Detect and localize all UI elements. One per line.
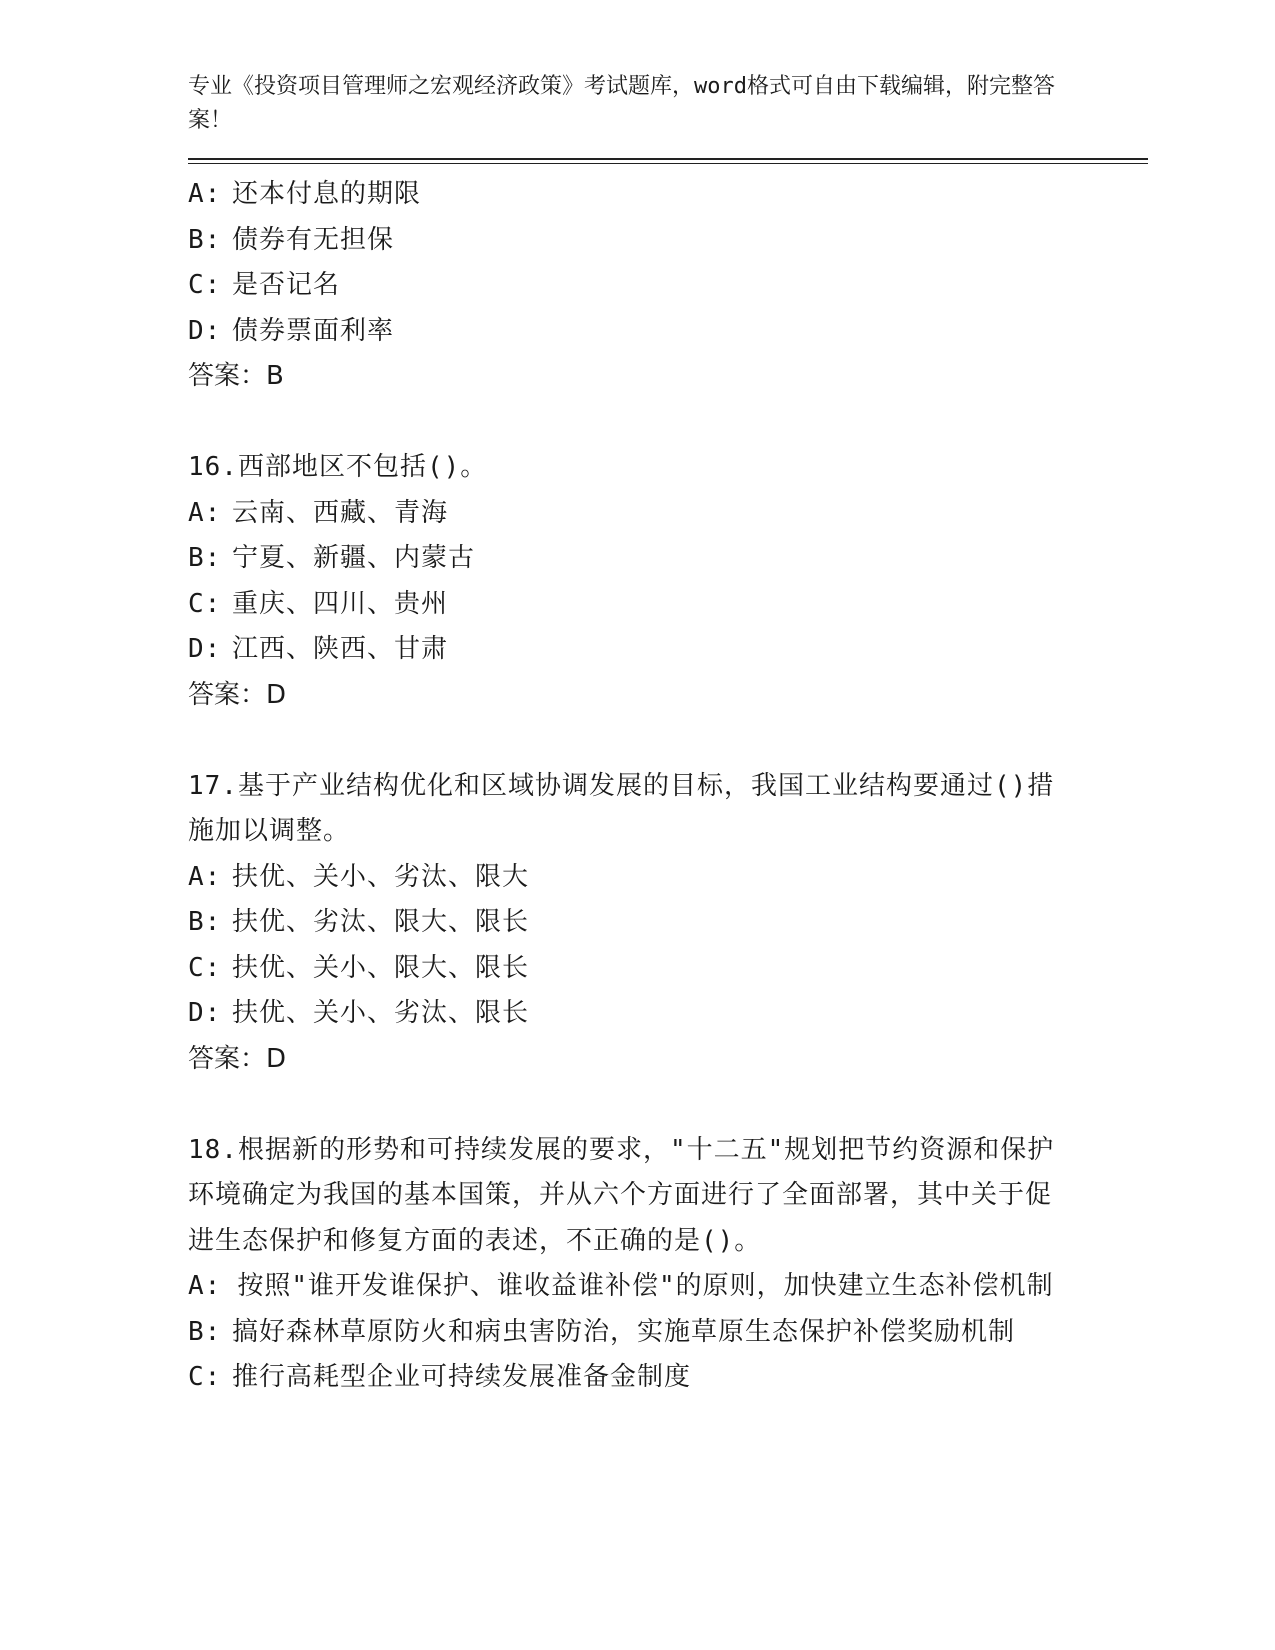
option-a — [188, 172, 1148, 218]
option-text: 宁夏、新疆、内蒙古 — [232, 543, 476, 573]
option-b — [188, 536, 1148, 582]
option-label: B: — [188, 907, 222, 937]
option-text: 推行高耗型企业可持续发展准备金制度 — [232, 1362, 692, 1392]
option-text: 搞好森林草原防火和病虫害防治，实施草原生态保护补偿奖励机制 — [232, 1316, 1016, 1347]
question-stem: 16.西部地区不包括()。 — [188, 452, 488, 482]
option-label: B: — [188, 543, 222, 573]
answer: 答案：B — [188, 361, 284, 391]
option-text: 扶优、关小、劣汰、限长 — [232, 998, 530, 1028]
option-label: A: — [188, 861, 222, 892]
question-15 — [188, 172, 1148, 400]
answer: 答案：D — [188, 1043, 287, 1074]
option-text: 江西、陕西、甘肃 — [232, 634, 449, 664]
option-label: C: — [188, 952, 222, 983]
option-label: D: — [188, 315, 222, 346]
question-17 — [188, 764, 1148, 1083]
option-label: A: — [188, 497, 222, 528]
header-divider — [188, 158, 1148, 164]
option-label: C: — [188, 270, 222, 300]
option-label: B: — [188, 1316, 222, 1347]
option-text: 还本付息的期限 — [232, 179, 422, 209]
option-a — [188, 855, 1148, 901]
spacer — [188, 400, 1148, 446]
option-c — [188, 946, 1148, 992]
option-d — [188, 627, 1148, 673]
option-text: 云南、西藏、青海 — [232, 497, 449, 528]
option-c — [188, 263, 1148, 309]
option-label: D: — [188, 634, 222, 664]
option-label: A: — [188, 179, 222, 209]
question-18 — [188, 1128, 1148, 1401]
document-header: 专业《投资项目管理师之宏观经济政策》考试题库，word格式可自由下载编辑，附完整答案！ — [188, 74, 1055, 133]
option-c — [188, 582, 1148, 628]
option-text: 按照"谁开发谁保护、谁收益谁补偿"的原则，加快建立生态补偿机制 — [237, 1271, 1054, 1301]
question-stem: 17.基于产业结构优化和区域协调发展的目标，我国工业结构要通过()措施加以调整。 — [188, 770, 1055, 846]
option-a — [188, 491, 1148, 537]
option-b — [188, 218, 1148, 264]
option-label: A: — [188, 1271, 222, 1301]
option-a — [188, 1264, 1068, 1310]
option-d — [188, 309, 1148, 355]
option-label: D: — [188, 998, 222, 1028]
spacer — [188, 718, 1148, 764]
question-16 — [188, 445, 1148, 718]
option-b — [188, 1310, 1148, 1356]
option-text: 是否记名 — [232, 270, 341, 300]
option-d — [188, 991, 1148, 1037]
option-label: B: — [188, 224, 222, 255]
answer: 答案：D — [188, 679, 287, 710]
option-text: 债券有无担保 — [232, 224, 395, 255]
option-text: 债券票面利率 — [232, 315, 395, 346]
option-label: C: — [188, 1362, 222, 1392]
question-stem: 18.根据新的形势和可持续发展的要求，"十二五"规划把节约资源和保护环境确定为我国的基本国策，并从六个方面进行了全面部署，其中关于促进生态保护和修复方面的表述，不正确的是()。 — [188, 1134, 1055, 1256]
option-text: 扶优、劣汰、限大、限长 — [232, 907, 530, 937]
document-page — [188, 70, 1148, 1401]
option-b — [188, 900, 1148, 946]
option-text: 扶优、关小、劣汰、限大 — [232, 861, 530, 892]
spacer — [188, 1082, 1148, 1128]
option-text: 扶优、关小、限大、限长 — [232, 952, 530, 983]
option-label: C: — [188, 588, 222, 619]
option-c — [188, 1355, 1148, 1401]
option-text: 重庆、四川、贵州 — [232, 588, 449, 619]
